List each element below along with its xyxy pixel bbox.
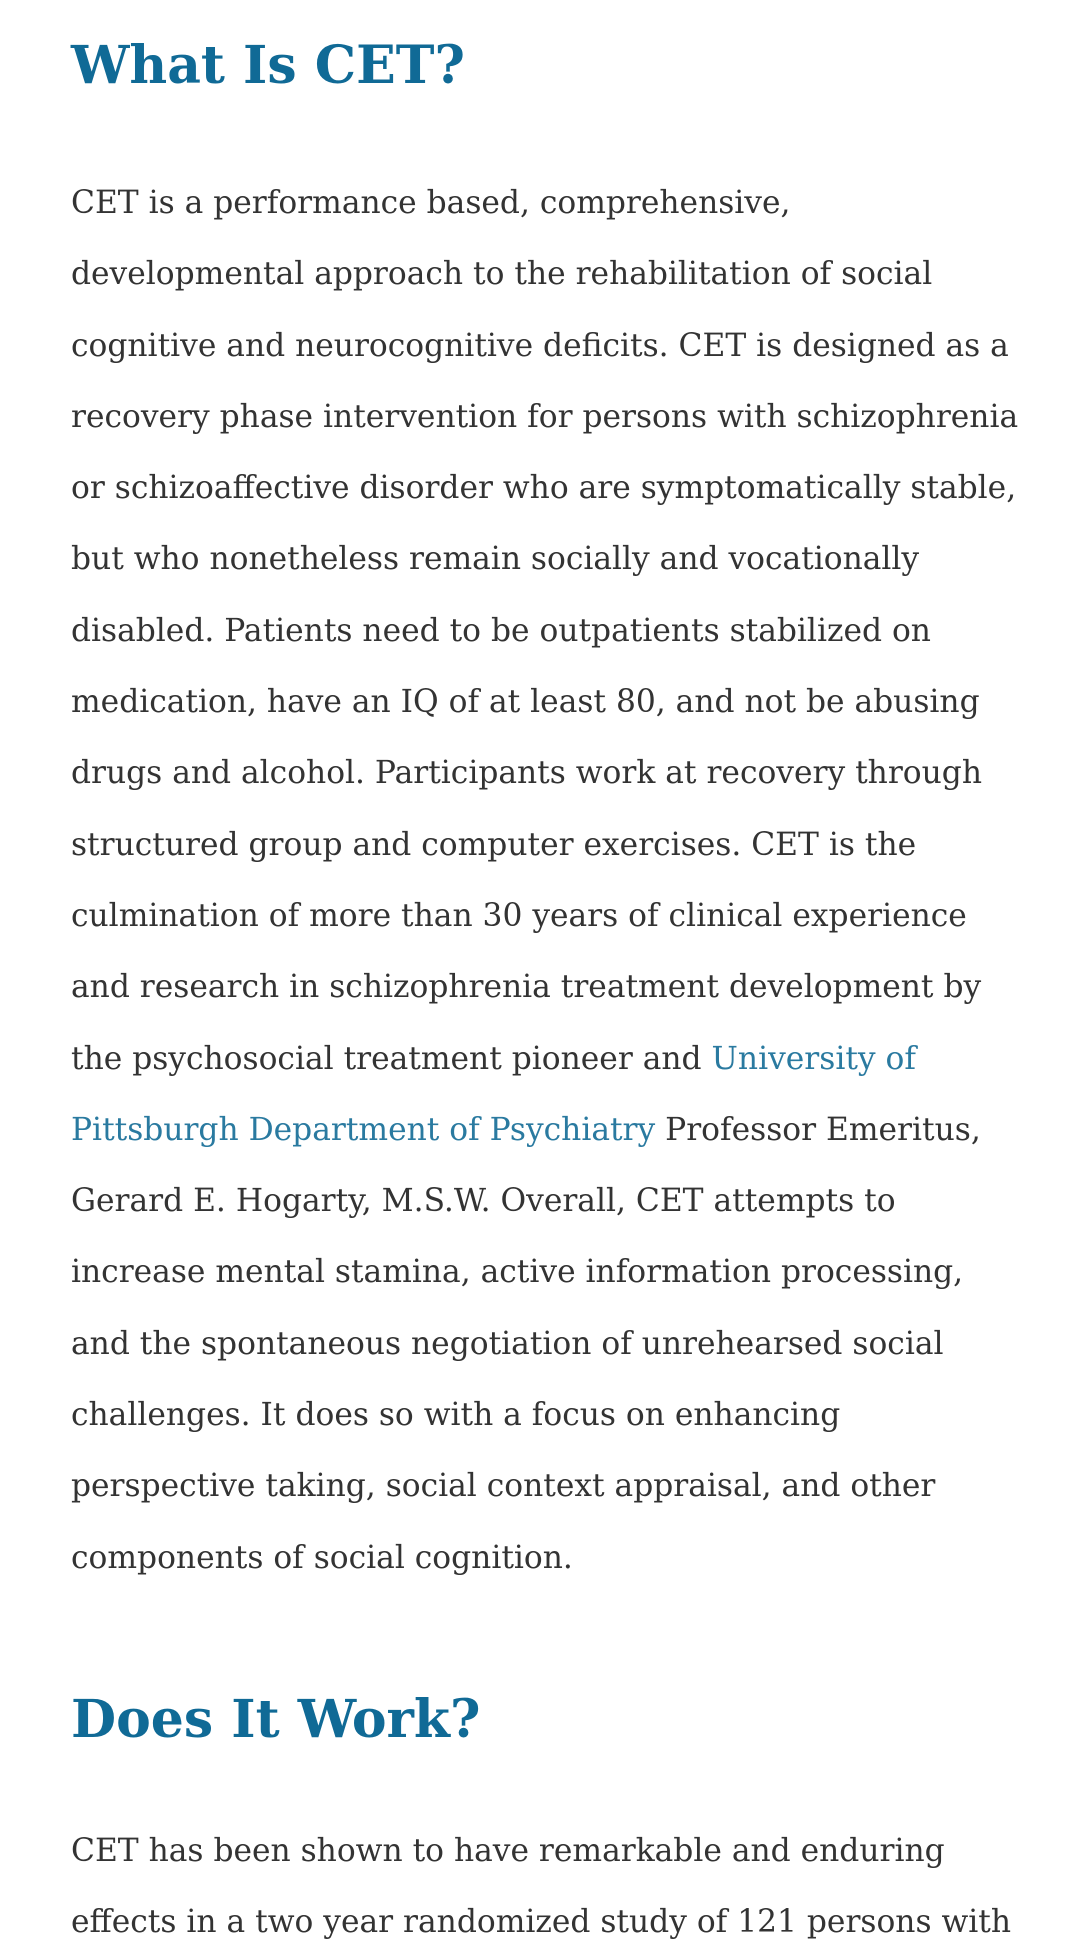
- university-of-pittsburgh-link[interactable]: University of Pittsburgh Department of Psychiatry: [71, 1040, 916, 1148]
- section-body-does-it-work: CET has been shown to have remarkable and enduring effects in a two year randomized study of 121 persons with: [71, 1832, 1012, 1941]
- section-heading-what-is-cet: What Is CET?: [71, 35, 465, 96]
- section-body-what-is-cet: [71, 168, 1026, 1594]
- body-text: CET is a performance based, comprehensive, developmental approach to the rehabilitation of social cognitive and neurocognitive deficits. CET is designed as a recovery phase intervention for persons with schizophrenia or schizoaffective disorder who are symptomatically stable, but who nonetheless remain socially and vocationally disabled. Patients need to be outpatients stabilized on medication, have an IQ of at least 80, and not be abusing drugs and alcohol. Participants work at recovery through structured group and computer exercises. CET is the culmination of more than 30 years of clinical experience and research in schizophrenia treatment development by the psychosocial treatment pioneer and: [71, 185, 1019, 1077]
- body-text: Professor Emeritus, Gerard E. Hogarty, M.S.W. Overall, CET attempts to increase mental stamina, active information processing, and the spontaneous negotiation of unrehearsed social challenges. It does so with a focus on enhancing perspective taking, social context appraisal, and other components of social cognition.: [71, 1111, 981, 1576]
- section-heading-does-it-work: Does It Work?: [71, 1688, 481, 1750]
- article-content: [71, 0, 1021, 1959]
